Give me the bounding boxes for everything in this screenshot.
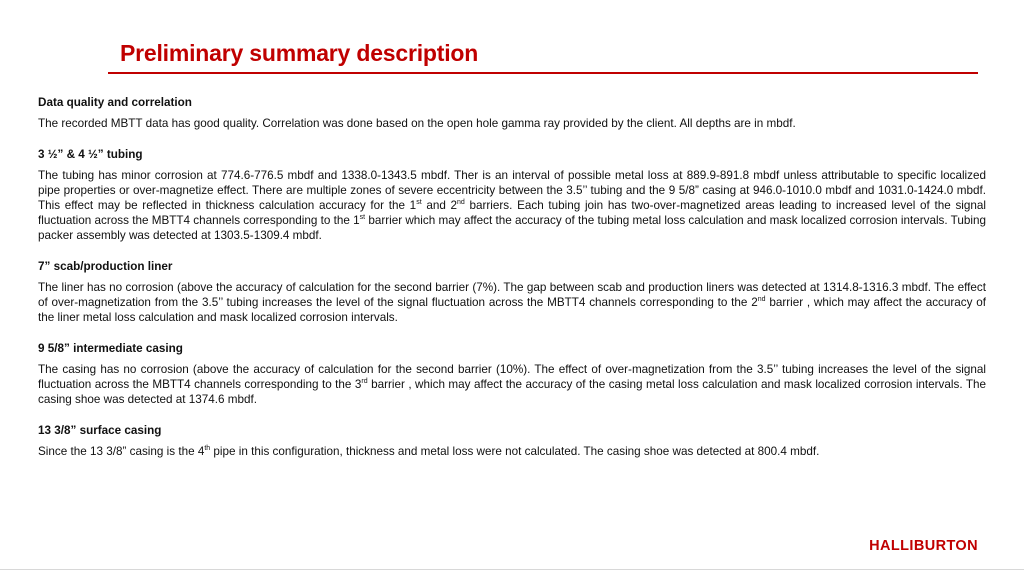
section-heading: 9 5/8” intermediate casing (38, 342, 183, 355)
footer-divider (0, 569, 1024, 570)
halliburton-logo: HALLIBURTON (869, 538, 978, 554)
body-text: The recorded MBTT data has good quality. Correlation was done based on the open hole gamma ray provided by the client. All depths are in mbdf. (38, 117, 796, 130)
body-text: barrier which may affect the accuracy of the tubing metal loss calculation and mask localized corrosion intervals. Tubing packer assembly was detected at 1303.5-1309.4 mbdf. (38, 214, 986, 242)
section-surface-casing (38, 423, 986, 459)
title-divider (108, 72, 978, 74)
body-text: The tubing has minor corrosion at 774.6-776.5 mbdf and 1338.0-1343.5 mbdf. Ther is an interval of possible metal loss at 889.9-891.8 mbdf unless attributable to specific localized pipe properties or over-magnetize effect. There are multiple zones of severe eccentricity between the 3.5’’ tubing and the 9 5/8” casing at 946.0-1010.0 mbdf and 1031.0-1424.0 mbdf. This effect may be reflected in thickness calculation accuracy for the 1 (38, 169, 986, 212)
ordinal-superscript: st (416, 199, 422, 207)
body-text: The liner has no corrosion (above the accuracy of calculation for the second barrier (7%). The gap between scab and production liners was detected at 1314.8-1316.3 mbdf. The effect of over-magnetization from the 3.5’’ tubing increases the level of the signal fluctuation across the MBTT4 channels corresponding to the 2 (38, 281, 986, 309)
ordinal-superscript: nd (457, 199, 465, 207)
body-text: pipe in this configuration, thickness and metal loss were not calculated. The casing shoe was detected at 800.4 mbdf. (210, 445, 820, 458)
ordinal-superscript: th (204, 445, 211, 453)
section-intermediate-casing (38, 341, 986, 407)
section-body (38, 168, 986, 243)
body-text: barrier , which may affect the accuracy of the casing metal loss calculation and mask localized corrosion intervals. The casing shoe was detected at 1374.6 mbdf. (38, 378, 986, 406)
section-body (38, 362, 986, 407)
section-heading: Data quality and correlation (38, 96, 192, 109)
section-liner (38, 259, 986, 325)
body-text: and 2 (421, 199, 458, 212)
section-body (38, 280, 986, 325)
section-heading: 3 ½” & 4 ½” tubing (38, 148, 143, 161)
section-heading: 13 3/8” surface casing (38, 424, 162, 437)
section-data-quality (38, 95, 986, 131)
section-body (38, 116, 986, 131)
ordinal-superscript: st (359, 214, 366, 222)
ordinal-superscript: rd (361, 378, 368, 386)
section-heading: 7” scab/production liner (38, 260, 173, 273)
body-text: The casing has no corrosion (above the accuracy of calculation for the second barrier (10%). The effect of over-magnetization from the 3.5’’ tubing increases the level of the signal fluctuation across the MBTT4 channels corresponding to the 3 (38, 363, 986, 391)
body-text: barriers. Each tubing join has two-over-magnetized areas leading to increased level of the signal fluctuation across the MBTT4 channels corresponding to the 1 (38, 199, 986, 227)
summary-content (38, 95, 986, 475)
body-text: Since the 13 3/8” casing is the 4 (38, 445, 205, 458)
section-tubing (38, 147, 986, 243)
section-body (38, 444, 986, 459)
body-text: barrier , which may affect the accuracy of the liner metal loss calculation and mask localized corrosion intervals. (38, 296, 986, 324)
ordinal-superscript: nd (757, 296, 766, 304)
slide-title: Preliminary summary description (120, 40, 479, 66)
